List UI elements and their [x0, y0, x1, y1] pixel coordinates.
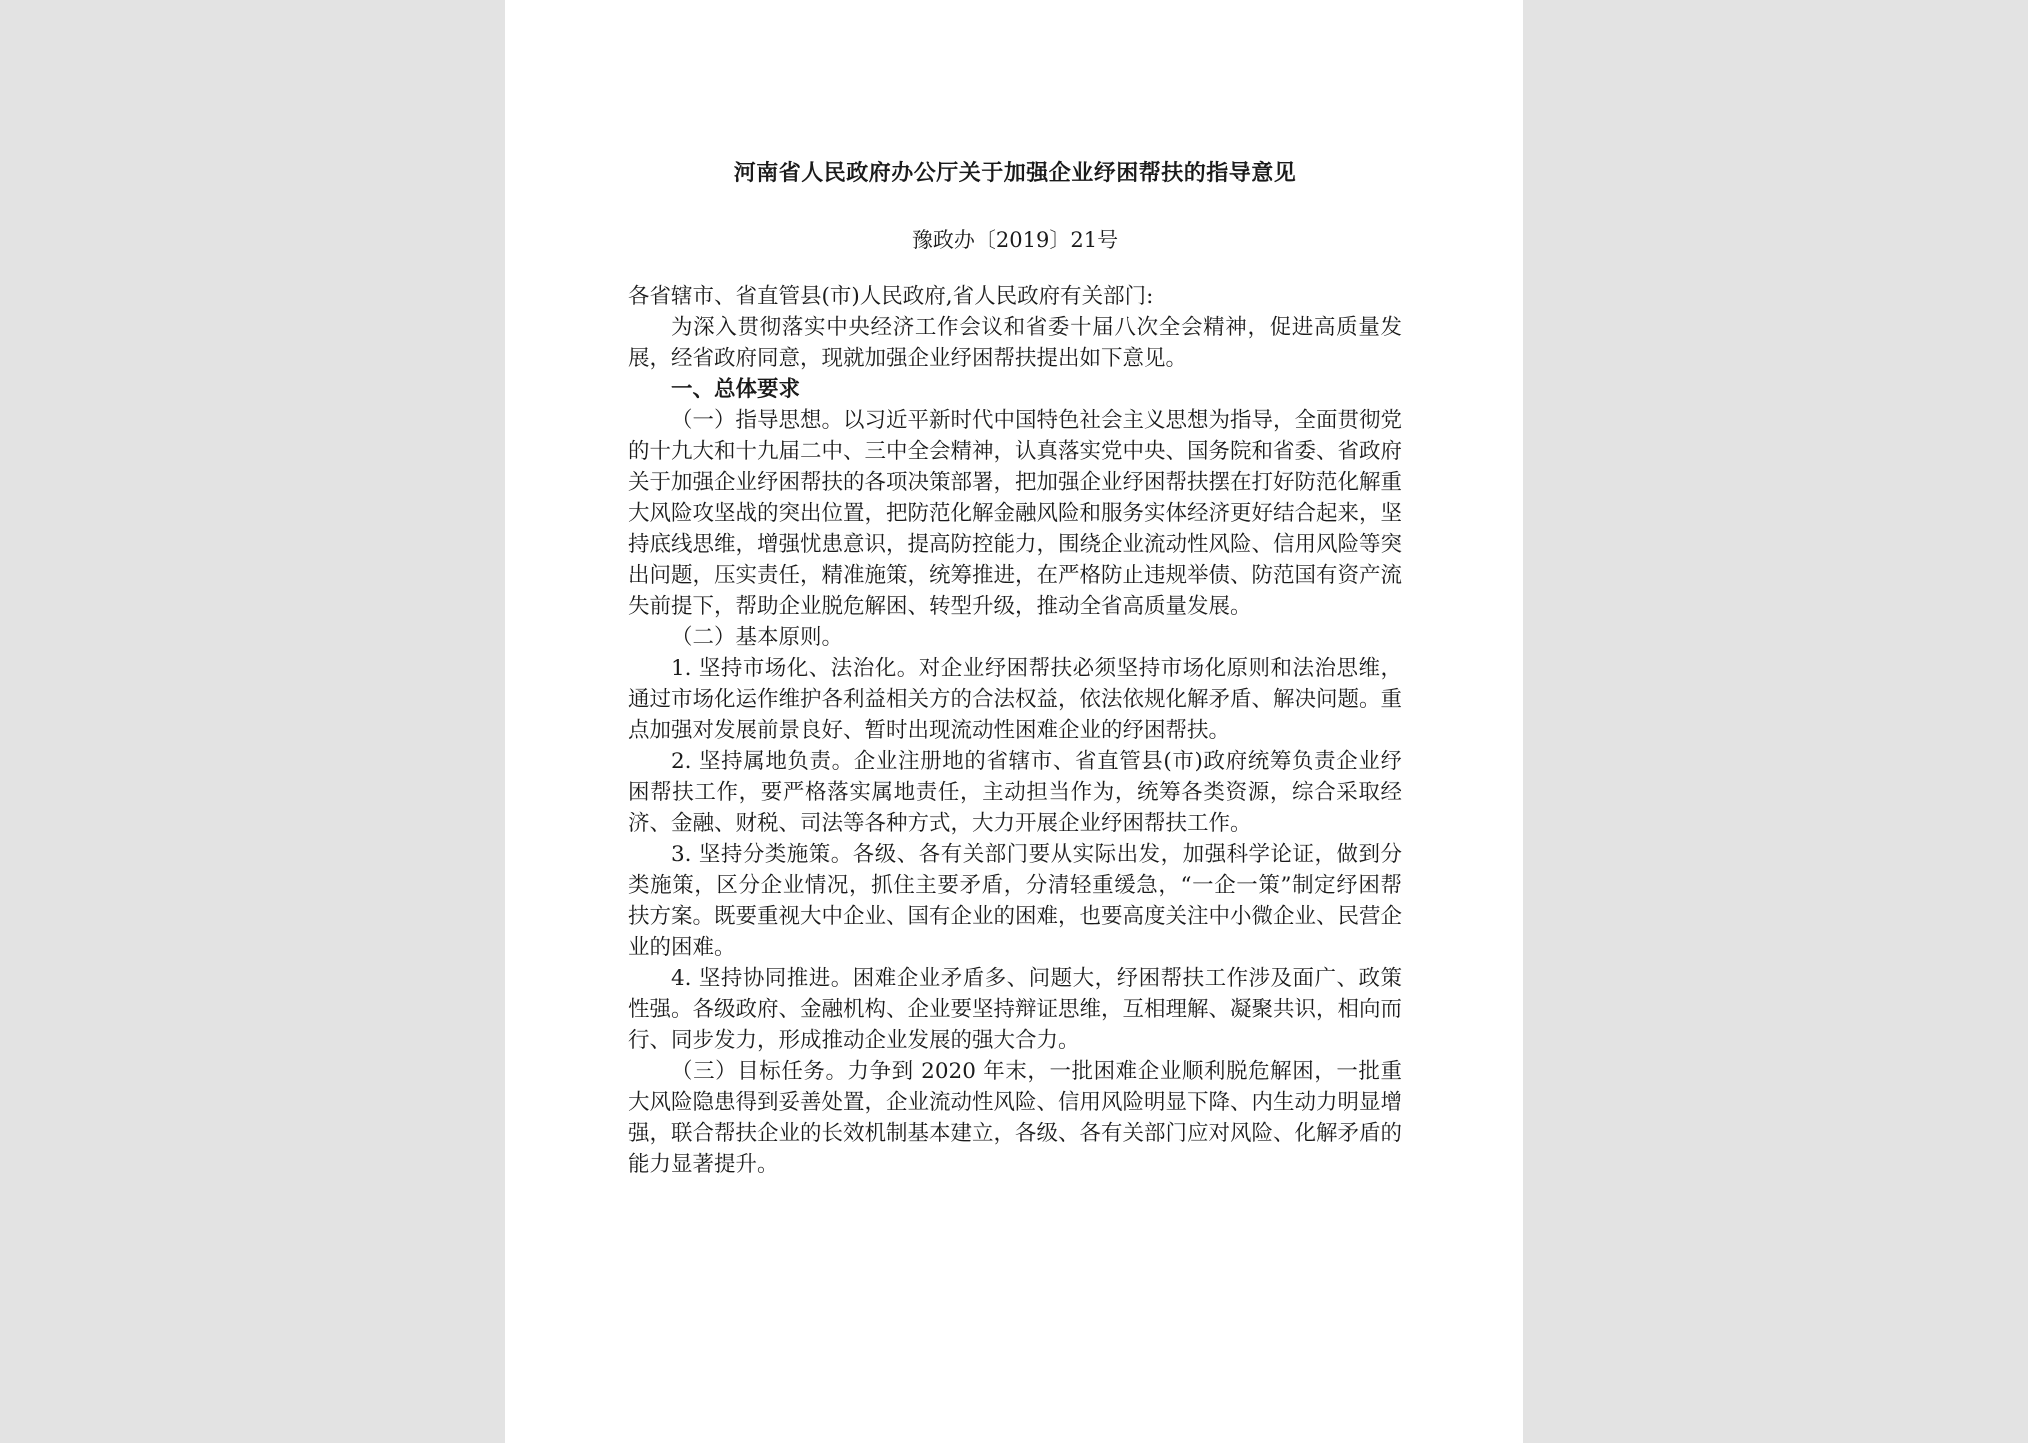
basic-principles-heading: （二）基本原则。	[671, 625, 844, 650]
principle-paragraph: 4. 坚持协同推进。困难企业矛盾多、问题大，纾困帮扶工作涉及面广、政策性强。各级政府、金融机构、企业要坚持辩证思维，互相理解、凝聚共识，相向而行、同步发力，形成推动企业发展的强大合力。	[628, 966, 1403, 1053]
intro-paragraph: 为深入贯彻落实中央经济工作会议和省委十届八次全会精神，促进高质量发展，经省政府同意，现就加强企业纾困帮扶提出如下意见。	[628, 315, 1402, 371]
principle-paragraph: 1. 坚持市场化、法治化。对企业纾困帮扶必须坚持市场化原则和法治思维，通过市场化运作维护各利益相关方的合法权益，依法依规化解矛盾、解决问题。重点加强对发展前景良好、暂时出现流动性困难企业的纾困帮扶。	[628, 656, 1403, 743]
document-page	[505, 0, 1523, 1443]
principle-paragraph: 3. 坚持分类施策。各级、各有关部门要从实际出发，加强科学论证，做到分类施策，区分企业情况，抓住主要矛盾，分清轻重缓急，“一企一策”制定纾困帮扶方案。既要重视大中企业、国有企业的困难，也要高度关注中小微企业、民营企业的困难。	[628, 842, 1403, 960]
targets-paragraph: （三）目标任务。力争到 2020 年末，一批困难企业顺利脱危解困，一批重大风险隐患得到妥善处置，企业流动性风险、信用风险明显下降、内生动力明显增强，联合帮扶企业的长效机制基本建立，各级、各有关部门应对风险、化解矛盾的能力显著提升。	[628, 1059, 1403, 1177]
document-title: 河南省人民政府办公厅关于加强企业纾困帮扶的指导意见	[733, 160, 1297, 186]
section-heading: 一、总体要求	[671, 377, 801, 402]
document-number: 豫政办〔2019〕21号	[911, 228, 1119, 252]
principle-paragraph: 2. 坚持属地负责。企业注册地的省辖市、省直管县(市)政府统筹负责企业纾困帮扶工作，要严格落实属地责任，主动担当作为，统筹各类资源，综合采取经济、金融、财税、司法等各种方式，大力开展企业纾困帮扶工作。	[628, 749, 1402, 836]
guiding-thought-paragraph: （一）指导思想。以习近平新时代中国特色社会主义思想为指导，全面贯彻党的十九大和十九届二中、三中全会精神，认真落实党中央、国务院和省委、省政府关于加强企业纾困帮扶的各项决策部署，把加强企业纾困帮扶摆在打好防范化解重大风险攻坚战的突出位置，把防范化解金融风险和服务实体经济更好结合起来，坚持底线思维，增强忧患意识，提高防控能力，围绕企业流动性风险、信用风险等突出问题，压实责任，精准施策，统筹推进，在严格防止违规举债、防范国有资产流失前提下，帮助企业脱危解困、转型升级，推动全省高质量发展。	[628, 408, 1403, 619]
addressee: 各省辖市、省直管县(市)人民政府,省人民政府有关部门:	[628, 284, 1154, 309]
document-body	[628, 155, 1402, 1180]
